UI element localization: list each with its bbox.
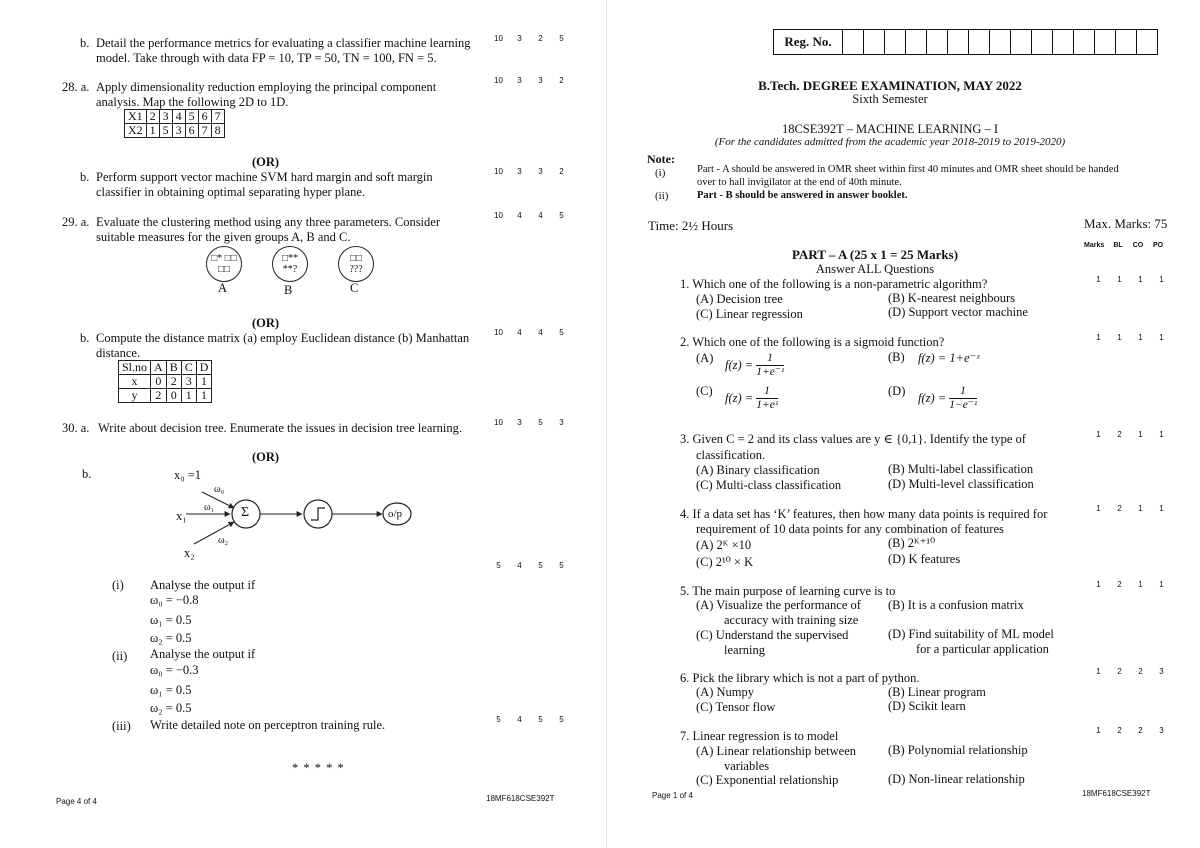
marks-cell: 1 — [1138, 504, 1143, 513]
q7-option-c[interactable]: (C) Exponential relationship — [696, 773, 839, 787]
q2-option-a-expr — [725, 352, 784, 379]
q1-marks — [1088, 275, 1172, 284]
x0-label: x₀ =1 — [174, 468, 202, 482]
q3-option-c[interactable]: (C) Multi-class classification — [696, 478, 842, 492]
marks-cell: 4 — [517, 328, 522, 337]
q2-option-b-label[interactable]: (B) — [888, 350, 905, 364]
cluster-c-label: C — [350, 281, 359, 295]
marks-cell: 3 — [517, 418, 522, 427]
table-cell: 7 — [198, 124, 211, 138]
reg-cell[interactable] — [927, 30, 948, 54]
q7-option-b[interactable]: (B) Polynomial relationship — [888, 743, 1028, 757]
q29a-marks — [488, 211, 572, 220]
q2-option-a-label[interactable]: (A) — [696, 351, 714, 365]
marks-cell: 1 — [1159, 333, 1164, 342]
marks-cell: 1 — [1138, 333, 1143, 342]
marks-cell: 1 — [1096, 430, 1101, 439]
marks-cell: 1 — [1138, 580, 1143, 589]
sub-i-w1: ω₁ = 0.5 — [150, 613, 192, 627]
marks-cell: 3 — [559, 418, 564, 427]
marks-cell: 1 — [1096, 275, 1101, 284]
table-cell: 3 — [172, 124, 185, 138]
expr-lhs: f(z) = — [918, 391, 947, 405]
marks-cell: 1 — [1117, 333, 1122, 342]
marks-cell: 5 — [496, 715, 501, 724]
q5-option-a-line2: accuracy with training size — [724, 613, 859, 627]
reg-cell[interactable] — [948, 30, 969, 54]
marks-cell: 3 — [1159, 726, 1164, 735]
table-cell: 5 — [185, 110, 198, 124]
col-head: BL — [1113, 242, 1123, 249]
q28b-text — [96, 170, 486, 200]
reg-cell[interactable] — [1116, 30, 1137, 54]
marks-cell: 2 — [1117, 726, 1122, 735]
q30b-marks-iii — [488, 715, 572, 724]
right-footer-code: 18MF618CSE392T — [1082, 789, 1151, 798]
q4-option-d[interactable]: (D) K features — [888, 552, 961, 566]
table-row — [125, 124, 225, 138]
marks-cell: 1 — [1096, 333, 1101, 342]
table-cell: 1 — [181, 389, 196, 403]
q6-option-a[interactable]: (A) Numpy — [696, 685, 754, 699]
expr-lhs: f(z) = — [725, 391, 754, 405]
q5-marks — [1088, 580, 1172, 589]
marks-cell: 4 — [517, 211, 522, 220]
reg-cell[interactable] — [1137, 30, 1157, 54]
sub-i-label: (i) — [112, 578, 124, 592]
question-4-cont: requirement of 10 data points for any combination of features — [696, 522, 1004, 536]
q30a-text: Write about decision tree. Enumerate the issues in decision tree learning. — [98, 421, 462, 435]
cluster-c-symbols: □□ ??? — [349, 253, 363, 275]
fraction-denominator: 1−e⁻ᶻ — [949, 399, 977, 411]
marks-cell: 10 — [494, 418, 503, 427]
question-2: 2. Which one of the following is a sigmoid function? — [680, 335, 945, 349]
sub-i-text: Analyse the output if — [150, 578, 256, 592]
step-function-icon — [311, 508, 325, 520]
course-title: 18CSE392T – MACHINE LEARNING – I — [781, 122, 999, 136]
marks-cell: 1 — [1096, 504, 1101, 513]
q7-option-a-line1: (A) Linear relationship between — [696, 744, 857, 758]
q27b-text — [96, 36, 486, 66]
max-marks: Max. Marks: 75 — [1084, 216, 1168, 231]
note-i-line2: over to hall invigilator at the end of 40th minute. — [697, 177, 902, 188]
q28b-line1: Perform support vector machine SVM hard margin and soft margin — [96, 170, 433, 184]
marks-cell: 1 — [1138, 430, 1143, 439]
table-row — [119, 375, 212, 389]
reg-cell[interactable] — [843, 30, 864, 54]
reg-cell[interactable] — [864, 30, 885, 54]
q29a-line2: suitable measures for the given groups A, B and C. — [96, 230, 351, 244]
reg-no-box — [773, 29, 1158, 55]
sub-ii-w2: ω₂ = 0.5 — [150, 701, 192, 715]
marks-cell: 4 — [538, 211, 543, 220]
table-cell: 1 — [196, 375, 212, 389]
q29b-line1: Compute the distance matrix (a) employ Euclidean distance (b) Manhattan — [96, 331, 470, 345]
q2-option-c-expr — [725, 385, 778, 412]
marks-cell: 3 — [1159, 667, 1164, 676]
q6-option-b[interactable]: (B) Linear program — [888, 685, 986, 699]
q7-option-a[interactable] — [696, 744, 856, 774]
reg-cell[interactable] — [885, 30, 906, 54]
left-footer-code: 18MF618CSE392T — [486, 794, 555, 803]
q7-option-d[interactable]: (D) Non-linear relationship — [888, 772, 1025, 786]
marks-cell: 10 — [494, 167, 503, 176]
fraction-numerator: 1 — [767, 352, 773, 364]
q2-option-d-label[interactable]: (D) — [888, 384, 906, 398]
distance-table — [118, 360, 212, 403]
question-6: 6. Pick the library which is not a part of python. — [680, 671, 920, 685]
marks-cell: 3 — [517, 76, 522, 85]
q3-option-a[interactable]: (A) Binary classification — [696, 463, 820, 477]
q5-option-d-line1: (D) Find suitability of ML model — [888, 627, 1054, 641]
table-cell: 3 — [159, 110, 172, 124]
q28b-line2: classifier in obtaining optimal separating hyper plane. — [96, 185, 366, 199]
time-label: Time: 2½ Hours — [648, 218, 734, 233]
sub-ii-text: Analyse the output if — [150, 647, 256, 661]
sub-ii-w1: ω₁ = 0.5 — [150, 683, 192, 697]
q28a-marks — [488, 76, 572, 85]
table-cell: 4 — [172, 110, 185, 124]
reg-cell[interactable] — [1032, 30, 1053, 54]
table-cell: 2 — [166, 375, 181, 389]
q1-option-c[interactable]: (C) Linear regression — [696, 307, 803, 321]
reg-cell[interactable] — [1053, 30, 1074, 54]
marks-cell: 3 — [517, 167, 522, 176]
cluster-c — [338, 246, 374, 282]
q27b-line2: model. Take through with data FP = 10, TP = 50, TN = 100, FN = 5. — [96, 51, 437, 65]
note-i-line1: Part - A should be answered in OMR sheet within first 40 minutes and OMR sheet should be handed — [697, 164, 1119, 175]
fraction-numerator: 1 — [764, 385, 770, 397]
cluster-b-label: B — [284, 283, 293, 297]
or-label: (OR) — [252, 155, 280, 169]
cluster-a-label: A — [218, 281, 228, 295]
q6-option-d[interactable]: (D) Scikit learn — [888, 699, 966, 713]
q28a-line2: analysis. Map the following 2D to 1D. — [96, 95, 289, 109]
table-cell: B — [166, 361, 181, 375]
page-divider — [606, 0, 607, 848]
marks-cell: 3 — [517, 34, 522, 43]
sub-iii-text: Write detailed note on perceptron training rule. — [150, 718, 386, 732]
marks-cell: 10 — [494, 76, 503, 85]
table-cell: 1 — [196, 389, 212, 403]
sum-symbol: Σ — [241, 505, 250, 520]
marks-cell: 5 — [538, 561, 543, 570]
q29b-marks — [488, 328, 572, 337]
answer-all: Answer ALL Questions — [815, 262, 935, 276]
fraction-denominator: 1+eᶻ — [756, 399, 778, 411]
q5-option-b[interactable]: (B) It is a confusion matrix — [888, 598, 1024, 612]
question-3: 3. Given C = 2 and its class values are y ∈ {0,1}. Identify the type of — [680, 432, 1026, 446]
table-cell: A — [151, 361, 167, 375]
reg-cell[interactable] — [969, 30, 990, 54]
q28b-marks — [488, 167, 572, 176]
marks-cell: 5 — [538, 418, 543, 427]
marks-cell: 1 — [1117, 275, 1122, 284]
w2-label: ω₂ — [218, 535, 229, 546]
q30b-marks-i — [488, 561, 572, 570]
question-5: 5. The main purpose of learning curve is to — [680, 584, 896, 598]
q30b-label: b. — [82, 467, 92, 481]
q29a-text — [96, 215, 486, 245]
marks-cell: 5 — [559, 561, 564, 570]
q7-marks — [1088, 726, 1172, 735]
x2-label: x₂ — [184, 546, 195, 560]
q28b-label: b. — [80, 170, 90, 184]
marks-cell: 1 — [1159, 430, 1164, 439]
table-cell: x — [119, 375, 151, 389]
output-label: o/p — [388, 508, 403, 520]
table-row — [119, 389, 212, 403]
table-cell: X2 — [125, 124, 147, 138]
marks-cell: 4 — [517, 561, 522, 570]
q4-marks — [1088, 504, 1172, 513]
marks-cell: 2 — [1117, 430, 1122, 439]
q29b-label: b. — [80, 331, 90, 345]
marks-cell: 1 — [1096, 580, 1101, 589]
q6-marks — [1088, 667, 1172, 676]
reg-cell[interactable] — [1011, 30, 1032, 54]
note-label: Note: — [647, 152, 675, 166]
col-head: CO — [1132, 242, 1144, 249]
right-footer-page: Page 1 of 4 — [652, 791, 693, 800]
table-cell: 0 — [151, 375, 167, 389]
q3-marks — [1088, 430, 1172, 439]
fraction-denominator: 1+e⁻ᶻ — [756, 366, 784, 378]
table-cell: 2 — [151, 389, 167, 403]
reg-cell[interactable] — [1074, 30, 1095, 54]
marks-cell: 2 — [1117, 504, 1122, 513]
note-ii-label: (ii) — [655, 190, 669, 202]
q2-option-d-expr — [918, 385, 977, 412]
table-cell: D — [196, 361, 212, 375]
marks-cell: 10 — [494, 328, 503, 337]
marks-cell: 5 — [559, 715, 564, 724]
reg-cell[interactable] — [990, 30, 1011, 54]
table-cell: 0 — [166, 389, 181, 403]
question-7: 7. Linear regression is to model — [680, 729, 839, 743]
marks-cell: 10 — [494, 211, 503, 220]
marks-cell: 1 — [1096, 726, 1101, 735]
marks-cell: 2 — [538, 34, 543, 43]
q3-option-d[interactable]: (D) Multi-level classification — [888, 477, 1034, 491]
table-row — [125, 110, 225, 124]
marks-cell: 5 — [538, 715, 543, 724]
marks-cell: 5 — [559, 211, 564, 220]
table-cell: C — [181, 361, 196, 375]
q5-option-d[interactable] — [888, 627, 1054, 657]
question-3-cont: classification. — [696, 448, 766, 462]
sub-iii-label: (iii) — [112, 719, 131, 733]
q4-option-c[interactable]: (C) 2¹⁰ × K — [696, 555, 754, 569]
candidates-note: (For the candidates admitted from the academic year 2018-2019 to 2019-2020) — [714, 136, 1066, 148]
marks-cell: 2 — [1138, 726, 1143, 735]
q2-option-c-label[interactable]: (C) — [696, 384, 713, 398]
col-headers — [1084, 242, 1168, 249]
q5-option-d-line2: for a particular application — [916, 642, 1049, 656]
table-cell: Sl.no — [119, 361, 151, 375]
question-1: 1. Which one of the following is a non-parametric algorithm? — [680, 277, 988, 291]
sub-i-w0: ω₀ = −0.8 — [150, 593, 199, 607]
q30a-marks — [488, 418, 572, 427]
table-cell: 6 — [198, 110, 211, 124]
col-head: PO — [1152, 242, 1164, 249]
marks-cell: 3 — [538, 167, 543, 176]
q27b-line1: Detail the performance metrics for evaluating a classifier machine learning — [96, 36, 471, 50]
marks-cell: 1 — [1159, 504, 1164, 513]
cluster-b — [272, 246, 308, 282]
q29b-line2: distance. — [96, 346, 141, 360]
q27b-label: b. — [80, 36, 90, 50]
part-a-title: PART – A (25 x 1 = 25 Marks) — [791, 247, 959, 262]
left-footer-page: Page 4 of 4 — [56, 797, 97, 806]
sub-ii-w0: ω₀ = −0.3 — [150, 663, 199, 677]
q28a-text — [96, 80, 486, 110]
marks-cell: 2 — [1138, 667, 1143, 676]
marks-cell: 5 — [559, 34, 564, 43]
q2-option-b-expr: f(z) = 1+e⁻ᶻ — [918, 351, 980, 365]
q5-option-a[interactable] — [696, 598, 861, 628]
w0-label: ω₀ — [214, 484, 225, 495]
or-label: (OR) — [252, 316, 280, 330]
marks-cell: 2 — [559, 76, 564, 85]
cluster-a-symbols: □* □□ □□ — [211, 253, 237, 275]
x1-label: x₁ — [176, 509, 187, 523]
q4-option-a[interactable]: (A) 2ᴷ ×10 — [696, 538, 752, 552]
table-cell: X1 — [125, 110, 147, 124]
end-stars: * * * * * — [292, 761, 345, 775]
q3-option-b[interactable]: (B) Multi-label classification — [888, 462, 1034, 476]
table-cell: 7 — [211, 110, 224, 124]
marks-cell: 2 — [559, 167, 564, 176]
cluster-b-symbols: □** **? — [281, 253, 299, 275]
table-cell: 1 — [146, 124, 159, 138]
table-cell: 5 — [159, 124, 172, 138]
q27b-marks — [488, 34, 572, 43]
table-cell: 6 — [185, 124, 198, 138]
marks-cell: 1 — [1159, 275, 1164, 284]
q4-option-b[interactable]: (B) 2ᴷ⁺¹⁰ — [888, 536, 936, 550]
q28a-label: 28. a. — [62, 80, 90, 94]
note-i-label: (i) — [655, 167, 666, 179]
pca-table — [124, 109, 225, 138]
q5-option-c[interactable] — [696, 628, 848, 658]
marks-cell: 1 — [1138, 275, 1143, 284]
cluster-a — [206, 246, 242, 282]
q2-marks — [1088, 333, 1172, 342]
fraction-numerator: 1 — [960, 385, 966, 397]
q29a-label: 29. a. — [62, 215, 90, 229]
marks-cell: 3 — [538, 76, 543, 85]
marks-cell: 10 — [494, 34, 503, 43]
marks-cell: 1 — [1159, 580, 1164, 589]
note-ii-text: Part - B should be answered in answer booklet. — [697, 190, 908, 201]
expr-lhs: f(z) = — [725, 358, 754, 372]
q5-option-a-line1: (A) Visualize the performance of — [696, 598, 861, 612]
q1-option-a[interactable]: (A) Decision tree — [696, 292, 783, 306]
reg-no-label: Reg. No. — [774, 30, 843, 54]
q28a-line1: Apply dimensionality reduction employing the principal component — [96, 80, 437, 94]
semester: Sixth Semester — [852, 92, 928, 106]
q5-option-c-line2: learning — [724, 643, 765, 657]
q1-option-b[interactable]: (B) K-nearest neighbours — [888, 291, 1016, 305]
table-row — [119, 361, 212, 375]
q5-option-c-line1: (C) Understand the supervised — [696, 628, 849, 642]
marks-cell: 5 — [559, 328, 564, 337]
table-cell: 2 — [146, 110, 159, 124]
reg-cell[interactable] — [1095, 30, 1116, 54]
marks-cell: 5 — [496, 561, 501, 570]
marks-cell: 1 — [1096, 667, 1101, 676]
exam-title: B.Tech. DEGREE EXAMINATION, MAY 2022 — [758, 78, 1022, 93]
col-head: Marks — [1084, 242, 1105, 249]
q6-option-c[interactable]: (C) Tensor flow — [696, 700, 776, 714]
or-label: (OR) — [252, 450, 280, 464]
question-4: 4. If a data set has ‘K’ features, then how many data points is required for — [680, 507, 1048, 521]
sub-i-w2: ω₂ = 0.5 — [150, 631, 192, 645]
marks-cell: 4 — [538, 328, 543, 337]
w1-label: ω₁ — [204, 502, 215, 513]
sub-ii-label: (ii) — [112, 649, 128, 663]
table-cell: y — [119, 389, 151, 403]
table-cell: 3 — [181, 375, 196, 389]
marks-cell: 2 — [1117, 667, 1122, 676]
note-i-text — [697, 163, 1177, 189]
marks-cell: 2 — [1117, 580, 1122, 589]
q29a-line1: Evaluate the clustering method using any three parameters. Consider — [96, 215, 440, 229]
table-cell: 8 — [211, 124, 224, 138]
q29b-text — [96, 331, 486, 361]
reg-cell[interactable] — [906, 30, 927, 54]
q30a-label: 30. a. — [62, 421, 90, 435]
q7-option-a-line2: variables — [724, 759, 770, 773]
q1-option-d[interactable]: (D) Support vector machine — [888, 305, 1028, 319]
marks-cell: 4 — [517, 715, 522, 724]
